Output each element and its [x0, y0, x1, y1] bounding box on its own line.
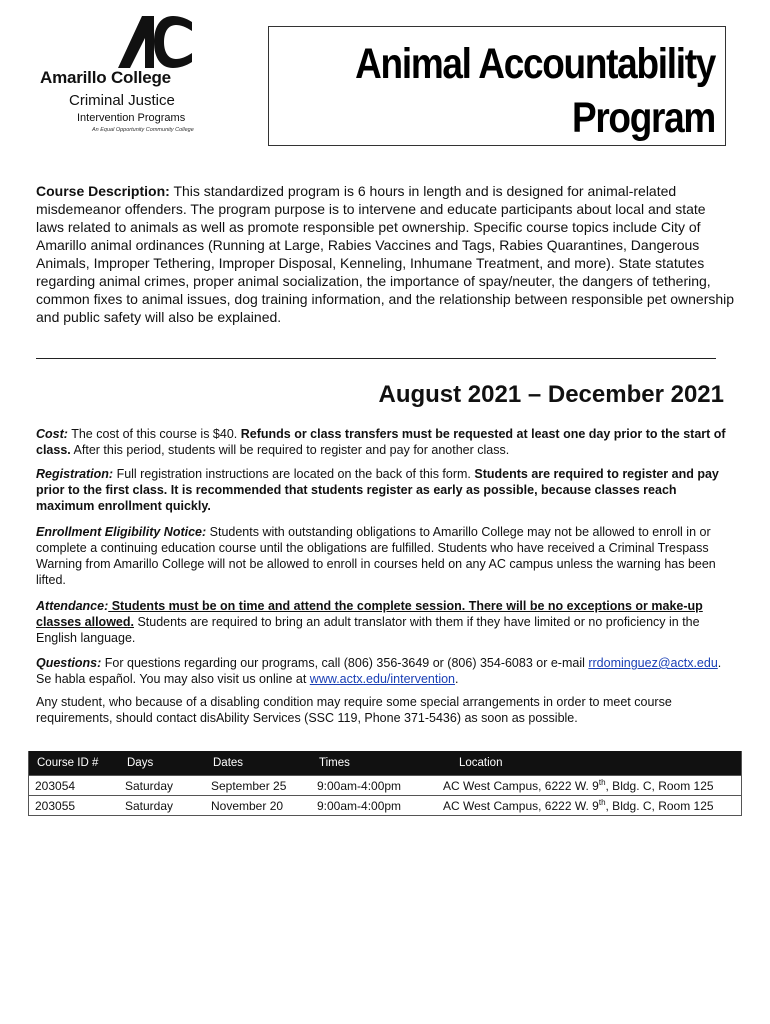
- attendance-policy: Students must be on time and attend the complete session. There will be no exceptions or make-up classes allowed.: [36, 599, 703, 629]
- course-description: [36, 182, 736, 326]
- cell-dates: September 25: [205, 776, 311, 796]
- logo-college-name: Amarillo College: [40, 68, 171, 87]
- registration-label: Registration:: [36, 467, 114, 481]
- cell-times: 9:00am-4:00pm: [311, 776, 437, 796]
- logo-department: Criminal Justice: [69, 92, 175, 109]
- questions-label: Questions:: [36, 656, 102, 670]
- questions-section: [36, 655, 736, 687]
- cell-dates: November 20: [205, 796, 311, 816]
- email-link[interactable]: rrdominguez@actx.edu: [588, 656, 718, 670]
- divider: [36, 358, 716, 359]
- amarillo-college-logo: [40, 16, 200, 138]
- questions-text-2: . Se habla español. You may also visit us online at: [36, 656, 722, 686]
- header-times: Times: [311, 751, 437, 776]
- website-link[interactable]: www.actx.edu/intervention: [309, 672, 456, 686]
- cell-times: 9:00am-4:00pm: [311, 796, 437, 816]
- table-row: [29, 776, 742, 796]
- title-line-1: Animal Accountability: [355, 40, 715, 88]
- description-text: This standardized program is 6 hours in length and is designed for animal-related misdemeanor offenders. The program purpose is to intervene and educate participants about local and state laws related to animals as well as promote responsible pet ownership. Specific course topics include City of Amarillo animal ordinances (Running at Large, Rabies Vaccines and Tags, Rabies Quarantines, Dangerous Animals, Improper Tethering, Improper Disposal, Kenneling, Inhumane Treatment, and more). State statutes regarding animal crimes, proper animal socialization, the importance of spay/neuter, the dangers of tethering, common fixes to animal issues, dog training information, and the relationship between responsible pet ownership and public safety will also be explained.: [36, 183, 735, 325]
- cell-days: Saturday: [119, 776, 205, 796]
- title-box: [268, 26, 726, 146]
- cost-section: [36, 426, 736, 458]
- cell-days: Saturday: [119, 796, 205, 816]
- attendance-label: Attendance:: [36, 599, 109, 613]
- header-days: Days: [119, 751, 205, 776]
- date-range-heading: August 2021 – December 2021: [378, 381, 724, 408]
- cell-course-id: 203054: [29, 776, 120, 796]
- schedule-table: [28, 751, 742, 816]
- cell-course-id: 203055: [29, 796, 120, 816]
- logo-tagline: An Equal Opportunity Community College: [92, 127, 194, 133]
- title-line-2: Program: [571, 94, 715, 142]
- attendance-section: [36, 598, 736, 646]
- ac-logo-icon: [118, 16, 192, 68]
- cost-text: The cost of this course is $40.: [67, 427, 241, 441]
- questions-text-3: .: [455, 672, 459, 686]
- registration-text: Full registration instructions are located on the back of this form.: [113, 467, 475, 481]
- table-header-row: [29, 751, 742, 776]
- questions-text: For questions regarding our programs, call (806) 356-3649 or (806) 354-6083 or e-mail: [101, 656, 589, 670]
- cost-label: Cost:: [36, 427, 68, 441]
- eligibility-text: Students with outstanding obligations to Amarillo College may not be allowed to enroll in or complete a continuing education course until the obligations are fulfilled. Students who have received a Criminal Trespass Warning from Amarillo College will not be allowed to enroll in courses held on any AC campus unless the warning has been lifted.: [36, 525, 716, 587]
- table-row: [29, 796, 742, 816]
- attendance-text: Students are required to bring an adult translator with them if they have limited or no proficiency in the English language.: [36, 615, 700, 645]
- header-course-id: Course ID #: [29, 751, 120, 776]
- description-label: Course Description:: [36, 183, 170, 199]
- header-location: Location: [437, 751, 742, 776]
- cell-location: AC West Campus, 6222 W. 9th, Bldg. C, Room 125: [437, 796, 742, 816]
- logo-program: Intervention Programs: [77, 112, 186, 124]
- cost-refund-policy: Refunds or class transfers must be requested at least one day prior to the start of class.: [36, 427, 726, 457]
- header-dates: Dates: [205, 751, 311, 776]
- registration-section: [36, 466, 736, 514]
- cost-text-2: After this period, students will be required to register and pay for another class.: [70, 443, 510, 457]
- disability-section: Any student, who because of a disabling condition may require some special arrangements in order to meet course requirements, should contact disAbility Services (SSC 119, Phone 371-5436) as soon as possible.: [36, 695, 672, 725]
- eligibility-label: Enrollment Eligibility Notice:: [36, 525, 207, 539]
- eligibility-section: [36, 524, 736, 588]
- cell-location: AC West Campus, 6222 W. 9th, Bldg. C, Room 125: [437, 776, 742, 796]
- registration-requirement: Students are required to register and pay prior to the first class. It is recommended that students register as early as possible, because classes reach maximum enrollment quickly.: [36, 467, 719, 513]
